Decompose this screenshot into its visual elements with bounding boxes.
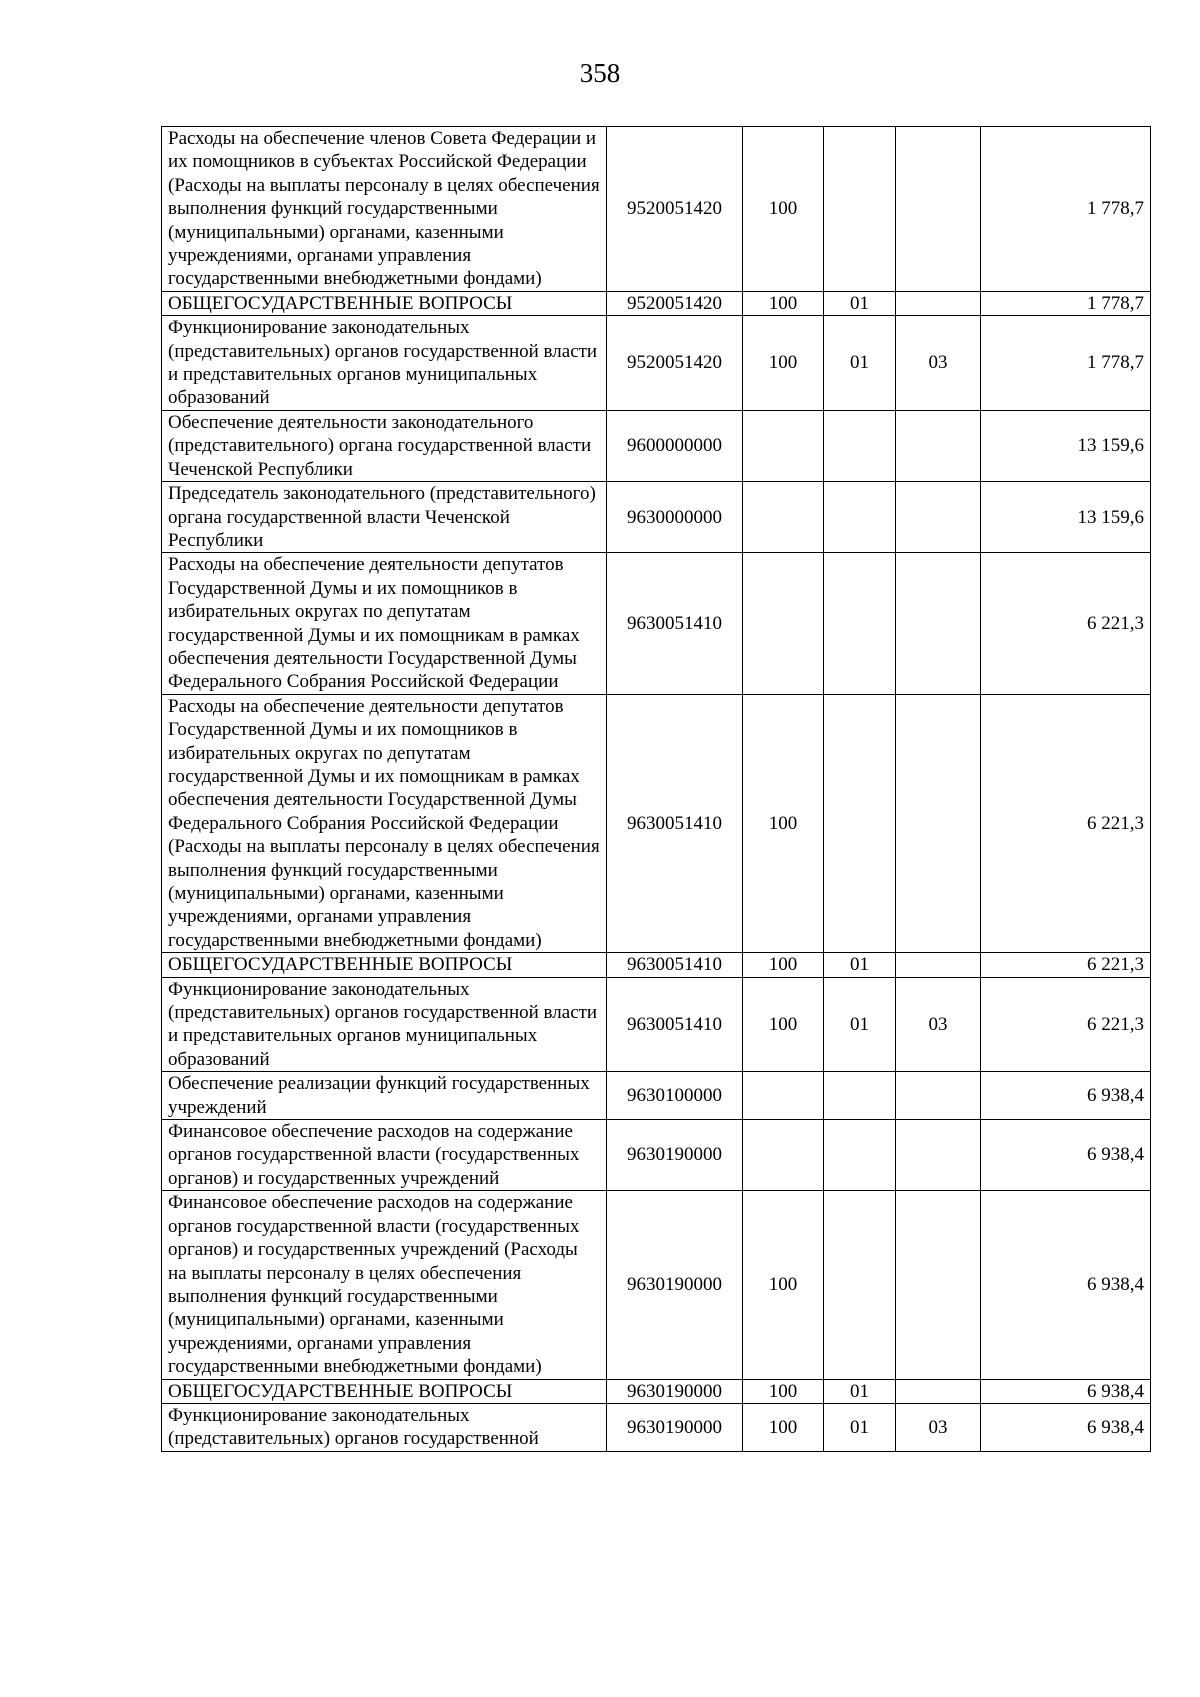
target-article-code-cell: 9630051410 bbox=[607, 953, 743, 977]
expense-name-cell: Расходы на обеспечение членов Совета Федерации и их помощников в субъектах Российской Федерации (Расходы на выплаты персоналу в целях обеспечения выполнения функций государственными (муниципальными) органами, казенными учреждениями, органами управления государственными внебюджетными фондами) bbox=[162, 127, 607, 292]
section-cell: 01 bbox=[824, 953, 896, 977]
target-article-code-cell: 9600000000 bbox=[607, 410, 743, 481]
expense-type-cell: 100 bbox=[743, 953, 824, 977]
expense-type-cell bbox=[743, 553, 824, 694]
amount-cell: 6 221,3 bbox=[981, 953, 1151, 977]
page-number: 358 bbox=[579, 58, 621, 88]
expense-name-cell: Расходы на обеспечение деятельности депутатов Государственной Думы и их помощников в избирательных округах по депутатам государственной Думы и их помощникам в рамках обеспечения деятельности Государственной Думы Федерального Собрания Российской Федерации bbox=[162, 553, 607, 694]
table-row bbox=[162, 1191, 1151, 1379]
table-row bbox=[162, 410, 1151, 481]
amount-cell: 6 221,3 bbox=[981, 977, 1151, 1072]
subsection-cell bbox=[896, 1191, 981, 1379]
subsection-cell bbox=[896, 1072, 981, 1120]
table-row bbox=[162, 694, 1151, 952]
expense-type-cell bbox=[743, 1072, 824, 1120]
amount-cell: 6 938,4 bbox=[981, 1072, 1151, 1120]
table-row bbox=[162, 953, 1151, 977]
target-article-code-cell: 9630190000 bbox=[607, 1120, 743, 1191]
section-cell bbox=[824, 482, 896, 553]
target-article-code-cell: 9520051420 bbox=[607, 291, 743, 315]
subsection-cell bbox=[896, 1379, 981, 1403]
expense-name-cell: Обеспечение деятельности законодательного (представительного) органа государственной власти Чеченской Республики bbox=[162, 410, 607, 481]
expense-name-cell: ОБЩЕГОСУДАРСТВЕННЫЕ ВОПРОСЫ bbox=[162, 1379, 607, 1403]
expense-type-cell: 100 bbox=[743, 291, 824, 315]
expense-name-cell: Финансовое обеспечение расходов на содержание органов государственной власти (государственных органов) и государственных учреждений (Расходы на выплаты персоналу в целях обеспечения выполнения функций государственными (муниципальными) органами, казенными учреждениями, органами управления государственными внебюджетными фондами) bbox=[162, 1191, 607, 1379]
amount-cell: 1 778,7 bbox=[981, 127, 1151, 292]
section-cell bbox=[824, 1191, 896, 1379]
subsection-cell: 03 bbox=[896, 977, 981, 1072]
table-row bbox=[162, 291, 1151, 315]
expense-name-cell: Функционирование законодательных (представительных) органов государственной bbox=[162, 1403, 607, 1451]
expense-type-cell: 100 bbox=[743, 127, 824, 292]
table-row bbox=[162, 977, 1151, 1072]
amount-cell: 6 938,4 bbox=[981, 1379, 1151, 1403]
expense-name-cell: Функционирование законодательных (представительных) органов государственной власти и представительных органов муниципальных образований bbox=[162, 977, 607, 1072]
expense-type-cell: 100 bbox=[743, 694, 824, 952]
expense-type-cell bbox=[743, 482, 824, 553]
amount-cell: 6 938,4 bbox=[981, 1191, 1151, 1379]
table-row bbox=[162, 1072, 1151, 1120]
target-article-code-cell: 9630190000 bbox=[607, 1403, 743, 1451]
expense-name-cell: Финансовое обеспечение расходов на содержание органов государственной власти (государственных органов) и государственных учреждений bbox=[162, 1120, 607, 1191]
target-article-code-cell: 9630190000 bbox=[607, 1379, 743, 1403]
table-row bbox=[162, 127, 1151, 292]
section-cell bbox=[824, 410, 896, 481]
amount-cell: 1 778,7 bbox=[981, 291, 1151, 315]
section-cell bbox=[824, 1072, 896, 1120]
target-article-code-cell: 9630051410 bbox=[607, 694, 743, 952]
expense-type-cell: 100 bbox=[743, 977, 824, 1072]
expense-name-cell: Обеспечение реализации функций государственных учреждений bbox=[162, 1072, 607, 1120]
table-row bbox=[162, 1120, 1151, 1191]
expense-name-cell: Председатель законодательного (представительного) органа государственной власти Чеченской Республики bbox=[162, 482, 607, 553]
section-cell: 01 bbox=[824, 1379, 896, 1403]
expense-type-cell: 100 bbox=[743, 1379, 824, 1403]
target-article-code-cell: 9520051420 bbox=[607, 127, 743, 292]
subsection-cell bbox=[896, 482, 981, 553]
target-article-code-cell: 9630190000 bbox=[607, 1191, 743, 1379]
section-cell bbox=[824, 127, 896, 292]
subsection-cell: 03 bbox=[896, 316, 981, 411]
amount-cell: 13 159,6 bbox=[981, 410, 1151, 481]
subsection-cell: 03 bbox=[896, 1403, 981, 1451]
subsection-cell bbox=[896, 694, 981, 952]
section-cell bbox=[824, 553, 896, 694]
amount-cell: 6 221,3 bbox=[981, 553, 1151, 694]
section-cell: 01 bbox=[824, 316, 896, 411]
subsection-cell bbox=[896, 291, 981, 315]
expense-type-cell bbox=[743, 410, 824, 481]
amount-cell: 6 938,4 bbox=[981, 1120, 1151, 1191]
table-row bbox=[162, 553, 1151, 694]
amount-cell: 6 938,4 bbox=[981, 1403, 1151, 1451]
expense-type-cell: 100 bbox=[743, 316, 824, 411]
subsection-cell bbox=[896, 953, 981, 977]
section-cell: 01 bbox=[824, 291, 896, 315]
expense-type-cell bbox=[743, 1120, 824, 1191]
section-cell bbox=[824, 1120, 896, 1191]
expense-type-cell: 100 bbox=[743, 1191, 824, 1379]
target-article-code-cell: 9520051420 bbox=[607, 316, 743, 411]
amount-cell: 13 159,6 bbox=[981, 482, 1151, 553]
budget-table-body bbox=[162, 127, 1151, 1452]
table-row bbox=[162, 482, 1151, 553]
target-article-code-cell: 9630051410 bbox=[607, 977, 743, 1072]
table-row bbox=[162, 1379, 1151, 1403]
section-cell bbox=[824, 694, 896, 952]
table-row bbox=[162, 1403, 1151, 1451]
subsection-cell bbox=[896, 1120, 981, 1191]
table-row bbox=[162, 316, 1151, 411]
expense-type-cell: 100 bbox=[743, 1403, 824, 1451]
section-cell: 01 bbox=[824, 1403, 896, 1451]
expense-name-cell: Функционирование законодательных (представительных) органов государственной власти и представительных органов муниципальных образований bbox=[162, 316, 607, 411]
subsection-cell bbox=[896, 553, 981, 694]
expense-name-cell: ОБЩЕГОСУДАРСТВЕННЫЕ ВОПРОСЫ bbox=[162, 953, 607, 977]
section-cell: 01 bbox=[824, 977, 896, 1072]
budget-table bbox=[161, 126, 1151, 1452]
target-article-code-cell: 9630051410 bbox=[607, 553, 743, 694]
subsection-cell bbox=[896, 410, 981, 481]
subsection-cell bbox=[896, 127, 981, 292]
target-article-code-cell: 9630000000 bbox=[607, 482, 743, 553]
amount-cell: 1 778,7 bbox=[981, 316, 1151, 411]
amount-cell: 6 221,3 bbox=[981, 694, 1151, 952]
expense-name-cell: Расходы на обеспечение деятельности депутатов Государственной Думы и их помощников в избирательных округах по депутатам государственной Думы и их помощникам в рамках обеспечения деятельности Государственной Думы Федерального Собрания Российской Федерации (Расходы на выплаты персоналу в целях обеспечения выполнения функций государственными (муниципальными) органами, казенными учреждениями, органами управления государственными внебюджетными фондами) bbox=[162, 694, 607, 952]
target-article-code-cell: 9630100000 bbox=[607, 1072, 743, 1120]
expense-name-cell: ОБЩЕГОСУДАРСТВЕННЫЕ ВОПРОСЫ bbox=[162, 291, 607, 315]
